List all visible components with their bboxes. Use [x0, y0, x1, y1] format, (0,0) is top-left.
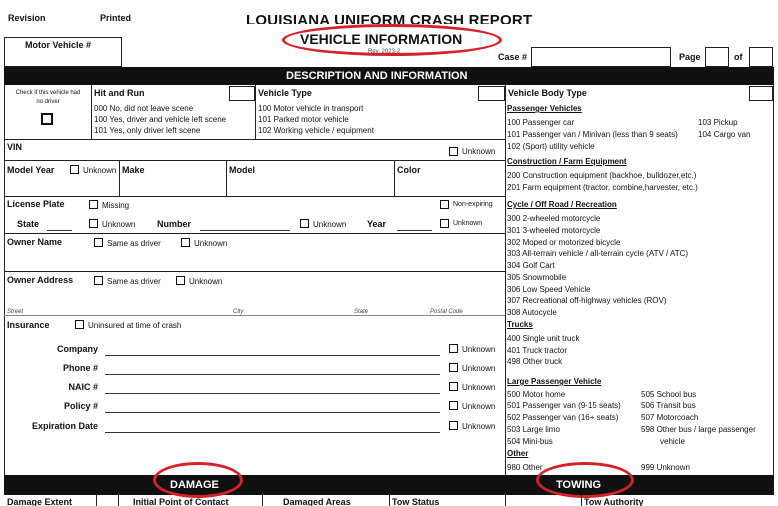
- plate-number-line[interactable]: [200, 230, 290, 231]
- owner-name-same-checkbox[interactable]: [94, 238, 103, 247]
- phone-unknown-label: Unknown: [462, 364, 496, 373]
- body-type-item: 200 Construction equipment (backhoe, bulldozer,etc.): [507, 171, 697, 180]
- divider: [4, 139, 505, 140]
- page-total-field[interactable]: [749, 47, 773, 67]
- no-driver-note: Check if this vehicle had no driver: [15, 90, 81, 105]
- owner-address-label: Owner Address: [7, 275, 74, 285]
- naic-unknown-checkbox[interactable]: [449, 382, 458, 391]
- model-year-label: Model Year: [7, 165, 55, 175]
- insurance-policy-label: Policy #: [63, 401, 98, 411]
- body-type-item: 507 Motorcoach: [641, 413, 699, 422]
- insurance-company-line[interactable]: [105, 355, 440, 356]
- model-label: Model: [229, 165, 255, 175]
- plate-non-expiring-checkbox[interactable]: [440, 200, 449, 209]
- divider: [505, 495, 506, 506]
- body-type-title: Vehicle Body Type: [508, 88, 587, 98]
- license-plate-label: License Plate: [7, 199, 65, 209]
- address-line[interactable]: [4, 315, 505, 316]
- owner-address-unknown-label: Unknown: [189, 277, 223, 286]
- model-year-unknown-checkbox[interactable]: [70, 165, 79, 174]
- insurance-label: Insurance: [7, 320, 50, 330]
- body-type-item: 598 Other bus / large passenger: [641, 425, 756, 434]
- divider: [4, 196, 505, 197]
- body-type-item: 305 Snowmobile: [507, 273, 567, 282]
- tow-authority-label: Tow Authority: [584, 497, 644, 506]
- body-type-item: 505 School bus: [641, 390, 697, 399]
- case-label: Case #: [498, 52, 528, 62]
- passenger-heading: Passenger Vehicles: [507, 104, 582, 113]
- tow-status-label: Tow Status: [392, 497, 440, 506]
- initial-point-label: Initial Point of Contact: [133, 497, 229, 506]
- page-label: Page: [679, 52, 701, 62]
- body-type-item: 498 Other truck: [507, 357, 563, 366]
- body-type-item: 100 Passenger car: [507, 118, 575, 127]
- body-type-item: 304 Golf Cart: [507, 261, 555, 270]
- divider: [226, 160, 227, 196]
- naic-unknown-label: Unknown: [462, 383, 496, 392]
- company-unknown-label: Unknown: [462, 345, 496, 354]
- rev-text: Rev. 2023-2: [368, 49, 401, 55]
- plate-missing-label: Missing: [102, 201, 130, 210]
- of-label: of: [734, 52, 743, 62]
- owner-address-same-checkbox[interactable]: [94, 276, 103, 285]
- insurance-expiration-label: Expiration Date: [31, 421, 98, 431]
- divider: [119, 160, 120, 196]
- body-type-item: 103 Pickup: [698, 118, 738, 127]
- hit-run-option: 101 Yes, only driver left scene: [94, 126, 201, 135]
- printed-label: Printed: [100, 13, 132, 23]
- other-heading: Other: [507, 449, 529, 458]
- left-border: [4, 85, 5, 475]
- vehicle-type-code-box[interactable]: [478, 86, 505, 101]
- insurance-naic-label: NAIC #: [68, 382, 98, 392]
- state-caption: State: [354, 309, 369, 315]
- policy-unknown-label: Unknown: [462, 402, 496, 411]
- revision-label: Revision: [8, 13, 46, 23]
- vehicle-type-title: Vehicle Type: [258, 88, 312, 98]
- body-type-item: 501 Passenger van (9-15 seats): [507, 401, 621, 410]
- insurance-company-label: Company: [56, 344, 98, 354]
- plate-non-expiring-label: Non-expiring: [453, 201, 493, 208]
- street-caption: Street: [7, 309, 24, 315]
- vehicle-info-highlight: [282, 24, 502, 56]
- hit-run-option: 000 No, did not leave scene: [94, 104, 194, 113]
- hit-run-code-box[interactable]: [229, 86, 255, 101]
- towing-title: TOWING: [556, 479, 602, 491]
- motor-vehicle-label: Motor Vehicle #: [25, 40, 92, 50]
- body-type-item: vehicle: [660, 437, 685, 446]
- right-border: [773, 85, 774, 475]
- vin-unknown-label: Unknown: [462, 147, 496, 156]
- form-title: LOUISIANA UNIFORM CRASH REPORT: [246, 12, 533, 24]
- body-type-item: 401 Truck tractor: [507, 346, 568, 355]
- body-type-item: 101 Passenger van / Minivan (less than 9 seats): [507, 130, 678, 139]
- construction-heading: Construction / Farm Equipment: [507, 157, 627, 166]
- case-number-field[interactable]: [531, 47, 671, 67]
- owner-name-unknown-checkbox[interactable]: [181, 238, 190, 247]
- divider: [262, 495, 263, 506]
- policy-unknown-checkbox[interactable]: [449, 401, 458, 410]
- body-type-item: 980 Other: [507, 463, 543, 472]
- page-number-field[interactable]: [705, 47, 729, 67]
- plate-missing-checkbox[interactable]: [89, 200, 98, 209]
- plate-state-line[interactable]: [47, 230, 72, 231]
- expiration-unknown-label: Unknown: [462, 422, 496, 431]
- owner-name-label: Owner Name: [7, 237, 63, 247]
- vin-unknown-checkbox[interactable]: [449, 147, 458, 156]
- body-type-item: 303 All-terrain vehicle / all-terrain cycle (ATV / ATC): [507, 249, 689, 258]
- towing-highlight: [536, 462, 634, 498]
- divider: [389, 495, 390, 506]
- insurance-phone-line[interactable]: [105, 374, 440, 375]
- plate-year-label: Year: [367, 219, 387, 229]
- vehicle-type-option: 101 Parked motor vehicle: [258, 115, 349, 124]
- large-passenger-heading: Large Passenger Vehicle: [507, 377, 602, 386]
- plate-state-unknown-checkbox[interactable]: [89, 219, 98, 228]
- phone-unknown-checkbox[interactable]: [449, 363, 458, 372]
- vin-label[interactable]: VIN: [7, 142, 23, 152]
- insurance-phone-label: Phone #: [62, 363, 98, 373]
- body-type-item: 306 Low Speed Vehicle: [507, 285, 591, 294]
- body-type-item: 102 (Sport) utility vehicle: [507, 142, 595, 151]
- body-type-item: 308 Autocycle: [507, 308, 557, 317]
- divider: [118, 495, 119, 506]
- divider: [255, 85, 256, 139]
- insurance-expiration-line[interactable]: [105, 432, 440, 433]
- body-type-item: 502 Passenger van (16+ seats): [507, 413, 619, 422]
- uninsured-label: Uninsured at time of crash: [88, 321, 182, 330]
- owner-address-unknown-checkbox[interactable]: [176, 276, 185, 285]
- body-type-item: 500 Motor home: [507, 390, 566, 399]
- body-type-code-box[interactable]: [749, 86, 773, 101]
- owner-name-same-label: Same as driver: [107, 239, 161, 248]
- divider: [91, 85, 92, 139]
- body-type-item: 300 2-wheeled motorcycle: [507, 214, 601, 223]
- plate-state-unknown-label: Unknown: [102, 220, 136, 229]
- section-title: DESCRIPTION AND INFORMATION: [286, 70, 468, 82]
- damaged-areas-label: Damaged Areas: [283, 497, 351, 506]
- plate-number-unknown-checkbox[interactable]: [300, 219, 309, 228]
- color-label: Color: [397, 165, 421, 175]
- postal-caption: Postal Code: [430, 309, 463, 315]
- body-type-item: 104 Cargo van: [698, 130, 751, 139]
- body-type-item: 302 Moped or motorized bicycle: [507, 238, 621, 247]
- uninsured-checkbox[interactable]: [75, 320, 84, 329]
- hit-run-option: 100 Yes, driver and vehicle left scene: [94, 115, 227, 124]
- city-caption: City: [233, 309, 244, 315]
- make-label: Make: [122, 165, 145, 175]
- divider: [394, 160, 395, 196]
- divider: [4, 160, 505, 161]
- body-type-item: 504 Mini-bus: [507, 437, 553, 446]
- no-driver-checkbox[interactable]: [41, 113, 53, 125]
- divider: [4, 233, 505, 234]
- divider: [581, 495, 582, 506]
- company-unknown-checkbox[interactable]: [449, 344, 458, 353]
- damage-extent-label: Damage Extent: [7, 497, 73, 506]
- owner-name-unknown-label: Unknown: [194, 239, 228, 248]
- body-type-item: 301 3-wheeled motorcycle: [507, 226, 601, 235]
- model-year-unknown-label: Unknown: [83, 166, 117, 175]
- body-type-item: 506 Transit bus: [641, 401, 696, 410]
- column-divider: [505, 85, 506, 475]
- body-type-item: 503 Large limo: [507, 425, 560, 434]
- body-type-item: 201 Farm equipment (tractor, combine,harvester, etc.): [507, 183, 698, 192]
- hit-run-title: Hit and Run: [94, 88, 145, 98]
- plate-number-label: Number: [157, 219, 192, 229]
- body-type-item: 307 Recreational off-highway vehicles (ROV): [507, 296, 667, 305]
- damage-title: DAMAGE: [170, 479, 219, 491]
- body-type-item: 999 Unknown: [641, 463, 690, 472]
- vehicle-type-option: 102 Working vehicle / equipment: [258, 126, 374, 135]
- damage-highlight: [153, 462, 243, 498]
- owner-address-same-label: Same as driver: [107, 277, 161, 286]
- plate-year-line[interactable]: [397, 230, 432, 231]
- trucks-heading: Trucks: [507, 320, 533, 329]
- body-type-item: 400 Single unit truck: [507, 334, 580, 343]
- plate-state-label: State: [17, 219, 40, 229]
- cycle-heading: Cycle / Off Road / Recreation: [507, 200, 617, 209]
- bottom-section-bar: [4, 475, 774, 495]
- plate-year-unknown-checkbox[interactable]: [440, 219, 449, 228]
- plate-year-unknown-label: Unknown: [453, 220, 483, 227]
- insurance-policy-line[interactable]: [105, 412, 440, 413]
- divider: [96, 495, 97, 506]
- plate-number-unknown-label: Unknown: [313, 220, 347, 229]
- divider: [4, 271, 505, 272]
- vehicle-info-label: VEHICLE INFORMATION: [300, 31, 463, 47]
- insurance-naic-line[interactable]: [105, 393, 440, 394]
- vehicle-type-option: 100 Motor vehicle in transport: [258, 104, 364, 113]
- expiration-unknown-checkbox[interactable]: [449, 421, 458, 430]
